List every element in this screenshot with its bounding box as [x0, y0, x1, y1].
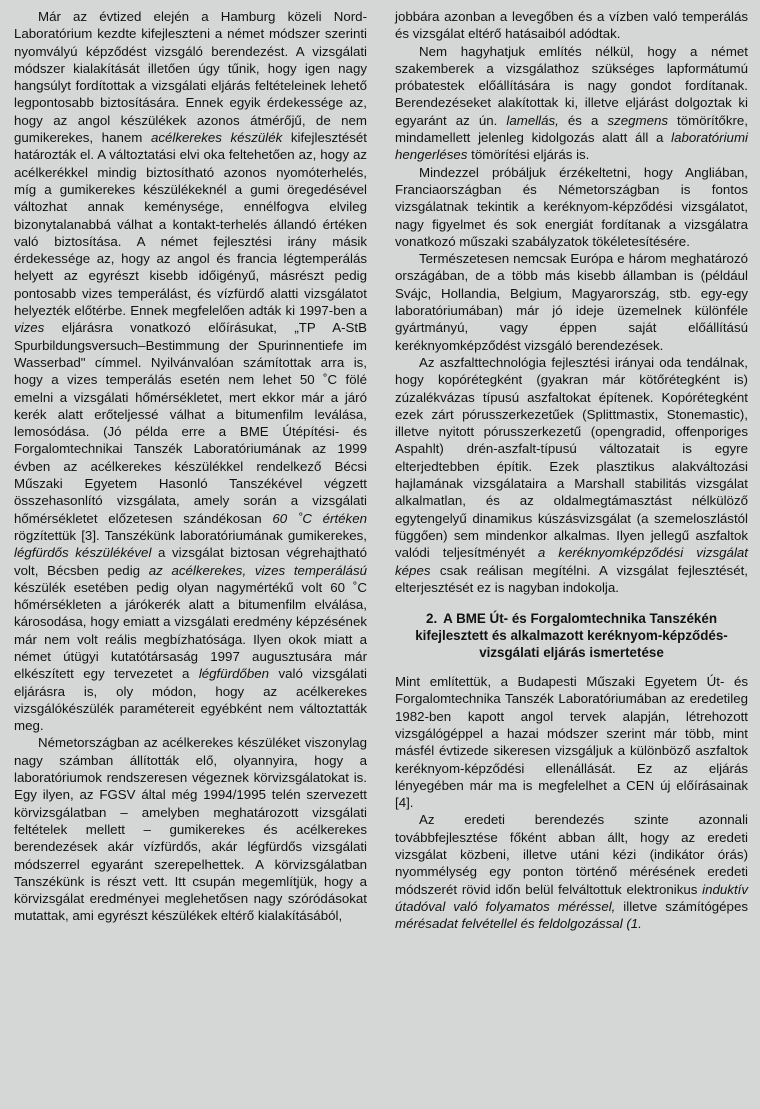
paragraph: Mint említettük, a Budapesti Műszaki Egyetem Út- és Forgalomtechnika Tanszék Laboratóriumában az eredetileg 1982-ben kapott angol tervek alapján, létrehozott vizsgálógéppel a hazai módszer szerint már több, mint másfél évtizede sikeresen vizsgáljuk a különböző aszfaltok keréknyom-képződési ellenállását. Ez az eljárás lényegében már ma is megfelelhet a CEN új előírásainak [4]. — [395, 674, 748, 811]
right-column — [395, 8, 748, 1109]
section-heading — [395, 610, 748, 661]
emphasis: légfürdős készülékével — [14, 545, 152, 561]
emphasis: 60 ˚C értéken — [272, 510, 367, 526]
emphasis: a keréknyomképződési vizsgálat képes — [395, 545, 748, 578]
paragraph: Természetesen nemcsak Európa e három meghatározó országában, de a több más kisebb államban is (például Svájc, Hollandia, Belgium, Magyarország, stb. egy-egy laboratóriumában) már jó ideje üzemelnek különféle gyártmányú, vagy éppen saját előállítású keréknyomképződést vizsgáló berendezések. — [395, 251, 748, 353]
paragraph: Az eredeti berendezés szinte azonnali továbbfejlesztése főként abban állt, hogy az eredeti vizsgálat közbeni, illetve utáni kézi (indikátor órás) nyommélység egy ponton történő mérésének eredeti módszerét rövid időn belül felváltottuk elektronikus induktív útadóval való folyamatos méréssel, illetve számítógépes mérésadat felvétellel és feldolgozással (1. — [395, 812, 748, 932]
emphasis: szegmens — [607, 112, 669, 128]
emphasis: az acélkerekes, vizes temperálású — [148, 562, 367, 578]
emphasis: vizes — [14, 320, 45, 336]
emphasis: légfürdőben — [198, 666, 270, 682]
paragraph: Nem hagyhatjuk említés nélkül, hogy a német szakemberek a vizsgálathoz szükséges lapformátumú próbatestek előállítására is nagy gondot fordítanak. Berendezéseket alakítottak ki, illetve eljárást dolgoztak ki egyaránt az ún. lamellás, és a szegmens tömörítőkre, mindamellett jelenleg kidolgozás alatt áll a laboratóriumi hengerléses tömörítési eljárás is. — [395, 43, 748, 163]
paragraph: Németországban az acélkerekes készüléket viszonylag nagy számban állították elő, olyannyira, hogy a laboratóriumok rendszeresen végeznek körvizsgálatokat is. Egy ilyen, az FGSV által még 1994/1995 telén szervezett körvizsgálatban – amelyben meghatározott vizsgálati feltételek mellett – gumikerekes és acélkerekes berendezések akár vízfürdős, akár légfürdős vizsgálati módszerrel egyaránt szerepelhettek. A körvizsgálatban Tanszékünk is részt vett. Itt csupán megemlítjük, hogy a körvizsgálat eredményei meglehetősen nagy szóródásokat mutattak, ami egyrészt készülékek eltérő kialakításából, — [14, 735, 367, 924]
paragraph: Mindezzel próbáljuk érzékeltetni, hogy Angliában, Franciaországban és Németországban is fontos vizsgálatnak tekintik a keréknyom-képződési vizsgálatot, nagy figyelmet és sok energiát fordítanak a vizsgálatra vonatkozó műszaki szabályzatok tökéletesítésére. — [395, 164, 748, 249]
emphasis: laboratóriumi hengerléses — [395, 130, 748, 163]
emphasis: acélkerekes készülék — [150, 130, 283, 146]
emphasis: mérésadat felvétellel és feldolgozással (1. — [395, 916, 642, 932]
section-title: A BME Út- és Forgalomtechnika Tanszékén kifejlesztett és alkalmazott keréknyom-képződés-vizsgálati eljárás ismertetése — [415, 611, 728, 661]
emphasis: induktív útadóval való folyamatos méréssel, — [395, 881, 748, 914]
section-number: 2. — [426, 611, 438, 627]
paragraph: jobbára azonban a levegőben és a vízben való temperálás és vizsgálat eltérő hatásaiból adódtak. — [395, 9, 748, 42]
paragraph: Már az évtized elején a Hamburg közeli Nord-Laboratórium kezdte kifejleszteni a német módszer szerinti nyomvályú képződést vizsgáló berendezést. A vizsgálati módszer kialakítását illetően úgy tűnik, hogy igen nagy hangsúlyt fordítottak a vizsgálati eljárás feltételeinek lehető legpontosabb biztosítására. Ennek egyik érdekessége az, hogy az angol készülékek azonos átmérőjű, de nem gumikerekes, hanem acélkerekes készülék kifejlesztését határozták el. A változtatási elvi oka feltehetően az, hogy az acélkerékkel mindig biztosítható azonos nyomóterhelés, míg a gumikerekes készülékeknél a gumi öregedésével változhat annak keménysége, ennélfogva elvileg bizonytalanabbá válhat a kontakt-terhelés állandó értéken való biztosítása. A német fejlesztési irány másik érdekessége az, hogy az angol és francia légtemperálás helyett az egyrészt kisebb időigényű, másrészt pedig pontosabb vizes temperálást, és vízfürdő alatti vizsgálatot helyezték előtérbe. Ennek megfelelően adták ki 1997-ben a vizes eljárásra vonatkozó előírásukat, „TP A-StB Spurbildungsversuch–Bestimmung der Spurinnentiefe im Wasserbad" címmel. Nyilvánvalóan számítottak arra is, hogy a vizes temperálás esetén nem lehet 50 ˚C fölé emelni a vizsgálati hőmérsékletet, mert ekkor már a járó kerék alatt erőteljessé válhat a bitumenfilm leválása, lemosódása. (Jó példa erre a BME Útépítési- és Forgalomtechnikai Tanszék Laboratóriumának az 1999 évben az acélkerekes készülékkel rendelkező Bécsi Műszaki Egyetem Hasonló Tanszékével végzett összehasonlító vizsgálata, amely során a vizsgálati hőmérsékletet előzetesen szándékosan 60 ˚C értéken rögzítettük [3]. Tanszékünk laboratóriumának gumikerekes, légfürdős készülékével a vizsgálat biztosan végrehajtható volt, Bécsben pedig az acélkerekes, vizes temperálású készülék esetében pedig olyan nagymértékű volt 60 ˚C hőmérsékleten a járókerék alatt a bitumenfilm elválása, károsodása, hogy emiatt a vizsgálati eredmény képzésének már nem volt reális megbízhatósága. Ilyen okok miatt a német útügyi kutatótársaság 1997 augusztusára már elkészített egy tervezetet a légfürdőben való vizsgálati eljárásra is, oly módon, hogy az acélkerekes vizsgálókészülék paramétereit egyébként nem változtatták meg. — [14, 9, 367, 734]
paragraph: Az aszfalttechnológia fejlesztési irányai oda tendálnak, hogy kopórétegként (gyakran már kötőrétegként is) zúzalékvázas típusú aszfaltokat építenek. Kopórétegként ezek zárt pórusszerkezetűek (Splittmastix, Stonemastic), illetve nyitott pórusszerkezetű (opengradid, offenporiges Aspahlt) drén-aszfalt-típusú változatait is egyre elterjedtebben építik. Ezek plasztikus alakváltozási hajlamának vizsgálataira a Marshall stabilitás vizsgálat alkalmatlan, és az oldalmegtámasztást nélkülöző egytengelyű dinamikus kúszásvizsgálat (a szemeloszlástól függően) sem mindenkor alkalmas. Ilyen jellegű aszfaltok valódi teljesítményét a keréknyomképződési vizsgálat képes csak reálisan megítélni. A vizsgálat fejlesztését, elterjesztését ez is nagyban indokolja. — [395, 354, 748, 595]
emphasis: lamellás, — [506, 112, 559, 128]
left-column — [14, 8, 367, 1109]
